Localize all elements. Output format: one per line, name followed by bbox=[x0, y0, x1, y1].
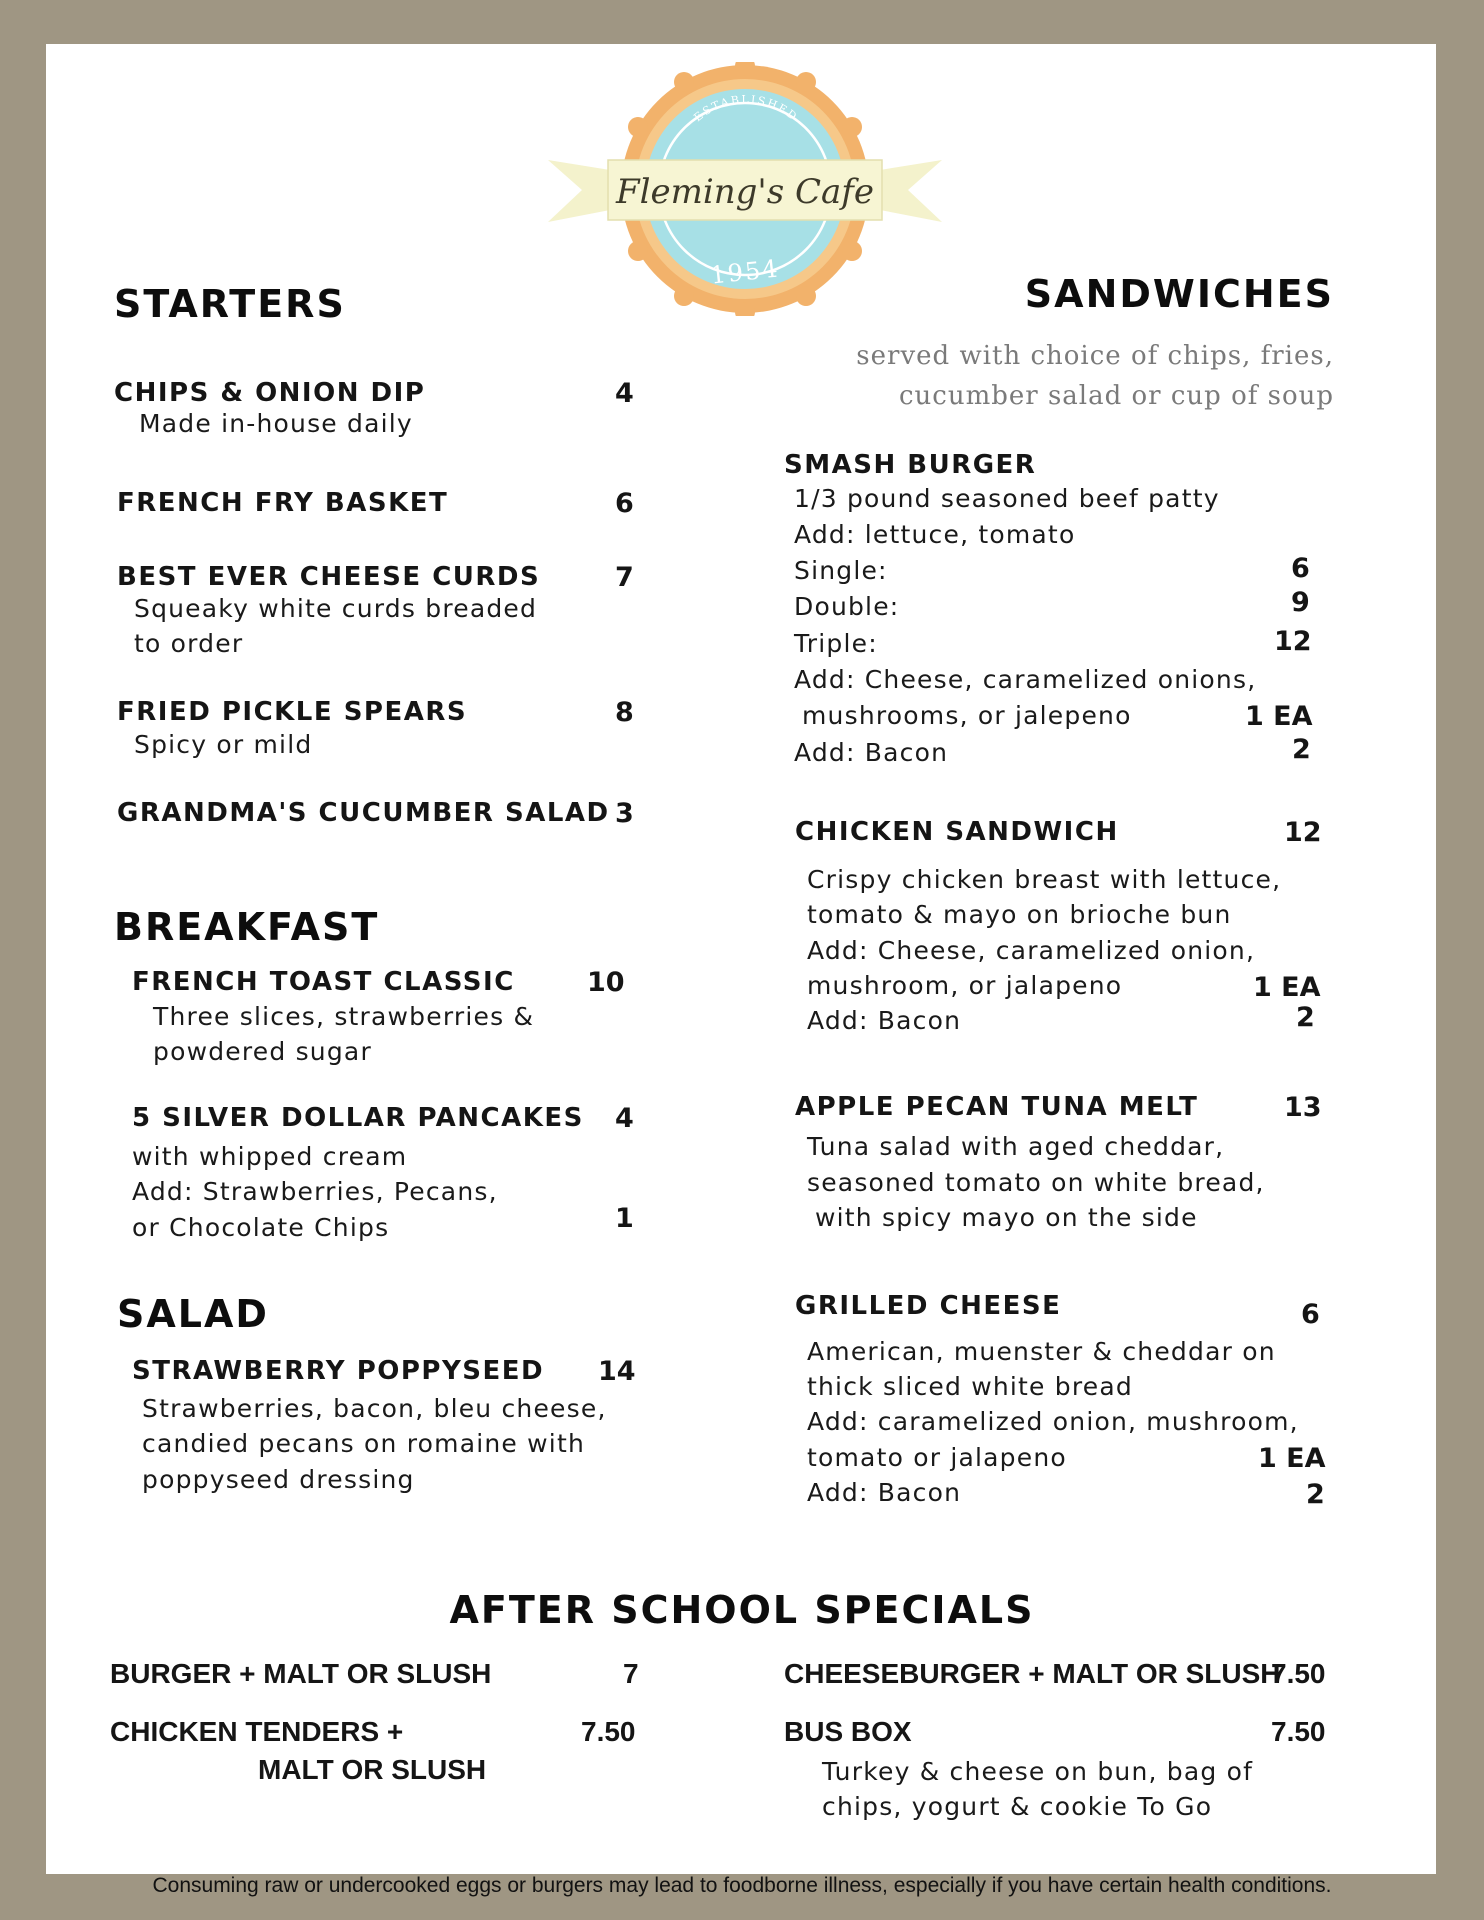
price-tuna-melt: 13 bbox=[1284, 1092, 1322, 1123]
price-smash-bacon: 2 bbox=[1292, 734, 1311, 765]
smash-add-1: Add: Cheese, caramelized onions, bbox=[794, 665, 1257, 694]
price-grilled-cheese: 6 bbox=[1301, 1299, 1320, 1330]
item-smash-burger: SMASH BURGER bbox=[784, 450, 1037, 480]
price-smash-double: 9 bbox=[1291, 587, 1310, 618]
desc-chicken-2: tomato & mayo on brioche bun bbox=[807, 900, 1232, 929]
food-safety-disclaimer: Consuming raw or undercooked eggs or burgers may lead to foodborne illness, especially if you have certain health conditions. bbox=[152, 1874, 1332, 1897]
desc-grilled-1: American, muenster & cheddar on bbox=[807, 1337, 1276, 1366]
desc-fried-pickle-spears: Spicy or mild bbox=[134, 730, 313, 759]
smash-single-label: Single: bbox=[794, 556, 888, 585]
item-pancakes: 5 SILVER DOLLAR PANCAKES bbox=[132, 1103, 584, 1133]
section-title-salad: SALAD bbox=[117, 1292, 269, 1336]
section-title-specials: AFTER SCHOOL SPECIALS bbox=[449, 1588, 1035, 1632]
logo-name: Fleming's Cafe bbox=[616, 172, 874, 212]
price-smash-triple: 12 bbox=[1274, 626, 1312, 657]
item-burger-malt: BURGER + MALT OR SLUSH bbox=[110, 1658, 492, 1689]
item-grilled-cheese: GRILLED CHEESE bbox=[795, 1291, 1062, 1321]
desc-chicken-1: Crispy chicken breast with lettuce, bbox=[807, 865, 1282, 894]
desc-grilled-2: thick sliced white bread bbox=[807, 1372, 1133, 1401]
item-bus-box: BUS BOX bbox=[784, 1716, 912, 1747]
price-pancakes: 4 bbox=[615, 1103, 634, 1134]
desc-tuna-3: with spicy mayo on the side bbox=[815, 1203, 1198, 1232]
price-chicken-sandwich: 12 bbox=[1284, 817, 1322, 848]
price-french-toast: 10 bbox=[587, 967, 625, 998]
price-pancakes-addon: 1 bbox=[615, 1203, 634, 1234]
sandwiches-subtitle-2: cucumber salad or cup of soup bbox=[898, 381, 1334, 411]
logo-year: 1954 bbox=[709, 254, 781, 290]
desc-french-toast-1: Three slices, strawberries & bbox=[153, 1002, 535, 1031]
price-chicken-bacon: 2 bbox=[1296, 1002, 1315, 1033]
item-cheeseburger-malt: CHEESEBURGER + MALT OR SLUSH bbox=[784, 1658, 1281, 1689]
price-grilled-bacon: 2 bbox=[1306, 1479, 1325, 1510]
item-french-fry-basket: FRENCH FRY BASKET bbox=[117, 488, 449, 518]
smash-double-label: Double: bbox=[794, 592, 900, 621]
price-french-fry-basket: 6 bbox=[615, 488, 634, 519]
desc-bus-box-2: chips, yogurt & cookie To Go bbox=[822, 1792, 1213, 1821]
price-cheese-curds: 7 bbox=[615, 562, 634, 593]
price-chicken-add: 1 EA bbox=[1253, 972, 1321, 1003]
desc-pancakes-3: or Chocolate Chips bbox=[132, 1213, 390, 1242]
smash-bacon-label: Add: Bacon bbox=[794, 738, 949, 767]
price-chips-onion-dip: 4 bbox=[615, 378, 634, 409]
item-strawberry-poppyseed: STRAWBERRY POPPYSEED bbox=[132, 1356, 545, 1386]
sandwiches-subtitle-1: served with choice of chips, fries, bbox=[856, 341, 1334, 371]
item-tuna-melt: APPLE PECAN TUNA MELT bbox=[795, 1092, 1199, 1122]
desc-tuna-2: seasoned tomato on white bread, bbox=[807, 1168, 1265, 1197]
item-chicken-tenders-2: MALT OR SLUSH bbox=[258, 1754, 487, 1785]
section-title-sandwiches: SANDWICHES bbox=[1024, 272, 1334, 316]
item-cheese-curds: BEST EVER CHEESE CURDS bbox=[117, 562, 541, 592]
section-title-breakfast: BREAKFAST bbox=[114, 905, 380, 949]
price-bus-box: 7.50 bbox=[1271, 1716, 1326, 1747]
desc-cheese-curds-2: to order bbox=[134, 629, 244, 658]
price-grilled-add: 1 EA bbox=[1258, 1443, 1326, 1474]
price-cheeseburger-malt: 7.50 bbox=[1271, 1658, 1326, 1689]
desc-strawberry-3: poppyseed dressing bbox=[142, 1465, 415, 1494]
smash-add-2: mushrooms, or jalepeno bbox=[802, 701, 1132, 730]
price-smash-add: 1 EA bbox=[1245, 701, 1313, 732]
desc-french-toast-2: powdered sugar bbox=[153, 1037, 372, 1066]
desc-smash-2: Add: lettuce, tomato bbox=[794, 520, 1076, 549]
item-cucumber-salad: GRANDMA'S CUCUMBER SALAD bbox=[117, 798, 610, 828]
grilled-bacon-label: Add: Bacon bbox=[807, 1478, 962, 1507]
item-chicken-tenders-1: CHICKEN TENDERS + bbox=[110, 1716, 404, 1747]
chicken-add-2: mushroom, or jalapeno bbox=[807, 971, 1123, 1000]
desc-smash-1: 1/3 pound seasoned beef patty bbox=[794, 484, 1220, 513]
desc-bus-box-1: Turkey & cheese on bun, bag of bbox=[822, 1757, 1254, 1786]
item-chips-onion-dip: CHIPS & ONION DIP bbox=[114, 378, 426, 408]
desc-pancakes-1: with whipped cream bbox=[132, 1142, 408, 1171]
price-cucumber-salad: 3 bbox=[615, 798, 634, 829]
desc-chips-onion-dip: Made in-house daily bbox=[139, 409, 413, 438]
smash-triple-label: Triple: bbox=[794, 629, 878, 658]
desc-tuna-1: Tuna salad with aged cheddar, bbox=[807, 1132, 1225, 1161]
price-strawberry-poppyseed: 14 bbox=[598, 1356, 636, 1387]
chicken-bacon-label: Add: Bacon bbox=[807, 1006, 962, 1035]
price-burger-malt: 7 bbox=[623, 1658, 639, 1689]
grilled-add-2: tomato or jalapeno bbox=[807, 1443, 1067, 1472]
desc-strawberry-1: Strawberries, bacon, bleu cheese, bbox=[142, 1394, 607, 1423]
ribbon-right bbox=[880, 160, 942, 222]
desc-cheese-curds-1: Squeaky white curds breaded bbox=[134, 594, 538, 623]
item-fried-pickle-spears: FRIED PICKLE SPEARS bbox=[117, 697, 468, 727]
desc-strawberry-2: candied pecans on romaine with bbox=[142, 1429, 585, 1458]
ribbon-left bbox=[548, 160, 610, 222]
cafe-logo bbox=[548, 62, 942, 316]
grilled-add-1: Add: caramelized onion, mushroom, bbox=[807, 1407, 1299, 1436]
desc-pancakes-2: Add: Strawberries, Pecans, bbox=[132, 1177, 498, 1206]
price-chicken-tenders: 7.50 bbox=[581, 1716, 636, 1747]
section-title-starters: STARTERS bbox=[114, 282, 346, 326]
chicken-add-1: Add: Cheese, caramelized onion, bbox=[807, 936, 1256, 965]
item-chicken-sandwich: CHICKEN SANDWICH bbox=[795, 817, 1119, 847]
price-smash-single: 6 bbox=[1291, 553, 1310, 584]
logo-established: ESTABLISHED bbox=[691, 93, 801, 125]
item-french-toast: FRENCH TOAST CLASSIC bbox=[132, 967, 515, 997]
price-fried-pickle-spears: 8 bbox=[615, 697, 634, 728]
